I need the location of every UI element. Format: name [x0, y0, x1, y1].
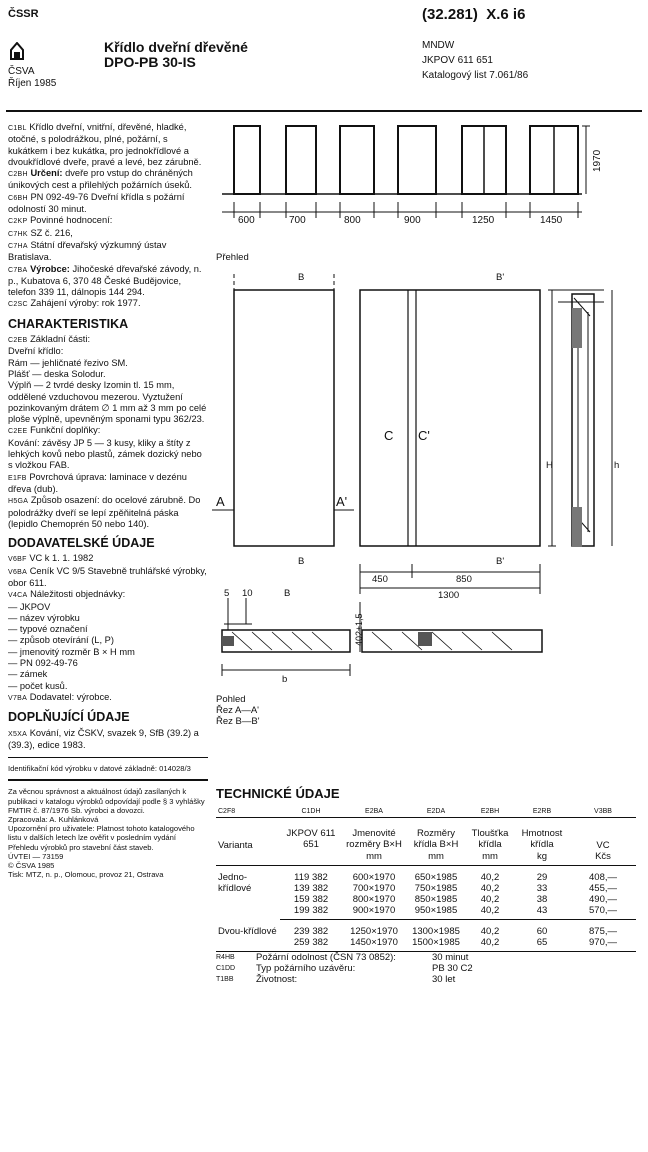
label-B2-top: B'	[496, 272, 505, 283]
left-column: C1BL Křídlo dveřní, vnitřní, dřevěné, hladké, otočné, s polodrážkou, plné, požární, s kukátkem i bez kukátka, pro jednokřídlové a dvoukřídlové dveře, pravé a levé, bez zárubně. C2BH Určení: dveře pro vstup do chráněných únikových cest a přilehlých požárních úseků. C6BH PN 092-49-76 Dveřní křídla s požární odolností 30 minut. C2KP Povinné hodnocení: C7HK SZ č. 216, C7HA Státní dřevařský výzkumný ústav Bratislava. C7BA Výrobce: Jihočeské dřevařské závody, n. p., Kubatova 6, 370 48 České Budějovice, telefon 339 11, dálnopis 144 294. C2SC Zahájení výroby: rok 1977. CHARAKTERISTIKA C2EB Základní části: Dveřní křídlo: Rám — jehličnaté řezivo SM. Plášť — deska Solodur. Výplň — 2 tvrdé desky Izomin tl. 15 mm, oddělené vzduchovou mezerou. Vyztužení pozinkovaným drátem ∅ 1 mm až 3 mm po celé ploše výplně, upevněným sponami typu 362/23. C2EE Funkční doplňky: Kování: závěsy JP 5 — 3 kusy, kliky a štíty z lehkých kovů nebo plastů, zámek dozický nebo s vložkou FAB. E1FB Povrchová úprava: laminace v dezénu dřeva (dub). H5GA Způsob osazení: do ocelové zárubně. Do polodrážky dveří se lepí zpěňitelná páska (lepidlo Chemoprén 50 nebo 140). DODAVATELSKÉ ÚDAJE V6BF VC k 1. 1. 1982 V6BA Ceník VC 9/5 Stavebně truhlářské výrobky, obor 611. V4CA Náležitosti objednávky: — JKPOV — název výrobku — typové označení — způsob otevírání (L, P) — jmenovitý rozměr B × H mm — PN 092-49-76 — zámek — počet kusů. V7BA Dodavatel: výrobce. DOPLŇUJÍCÍ ÚDAJE X5XA Kování, viz ČSKV, svazek 9, SfB (39.2) a (39.3), edice 1983. Identifikační kód výrobku v datové základně: 014028/3 Za věcnou správnost a aktuálnost údajů zasílaných k publikaci v katalogu výrobků odpovídají podle § 3 vyhlášky FMTIR č. 87/1976 Sb. výrobci a dovozci. Zpracovala: A. Kuhlánková Upozornění pro uživatele: Platnost tohoto katalogového listu v dalších letech lze ověřit v posledním vydání Přehledu výrobků pro stavební část staveb. ÚVTEI — 73159 © ČSVA 1985 Tisk: MTZ, n. p., Olomouc, provoz 21, Ostrava	[8, 122, 207, 880]
table-row: 199 382 900×1970 950×1985 40,2 43 570,—	[216, 905, 636, 920]
header-class: (32.281) X.6 i6	[422, 6, 526, 23]
dim-800: 800	[344, 215, 361, 226]
single-leaf-elevation	[234, 290, 334, 546]
label-B-bottom: B	[298, 556, 305, 567]
heading-dodavatelske: DODAVATELSKÉ ÚDAJE	[8, 536, 155, 551]
table-row: Jedno-křídlové 119 382 600×1970 650×1985 40,2 29 408,—	[218, 872, 617, 894]
label-A: A	[216, 494, 225, 509]
label-h: h	[614, 460, 620, 471]
label-C: C	[384, 428, 394, 443]
dim-700: 700	[289, 215, 306, 226]
horizontal-section	[222, 598, 542, 676]
technical-footer	[216, 952, 636, 985]
label-H: H	[546, 460, 553, 471]
table-row: T1BB Životnost: 30 let	[216, 974, 456, 985]
publisher-block: ČSVA Říjen 1985	[8, 66, 57, 89]
document-meta: MNDW JKPOV 611 651 Katalogový list 7.061/86	[422, 40, 529, 81]
table-row: Varianta JKPOV 611 651 Jmenovité rozměry B×H Rozměry křídla B×H Tloušťka křídla Hmotnost křídla VC	[218, 828, 610, 851]
label-rez-a: Řez A—A'	[216, 705, 259, 716]
label-B2-bottom: B'	[496, 556, 505, 567]
table-row: 139 382 700×1970 750×1985 40,2 33 455,—	[293, 883, 617, 894]
dim-402: 402±1,5	[354, 613, 364, 646]
label-pohled: Pohled	[216, 694, 246, 705]
table-row: C2F8 C1DH E2BA E2DA E2BH E2RB V3BB	[216, 808, 636, 818]
header-org: ČSSR	[8, 8, 39, 20]
table-row: R4HB Požární odolnost (ČSN 73 0852): 30 minut	[216, 952, 469, 963]
csva-logo-icon	[10, 42, 24, 60]
technical-drawing	[212, 112, 642, 792]
table-row: 259 382 1450×1970 1500×1985 40,2 65 970,—	[216, 937, 636, 952]
overview-label: Přehled	[216, 252, 249, 263]
document-title: Křídlo dveřní dřevěné DPO-PB 30-IS	[104, 39, 248, 70]
table-row: 159 382 800×1970 850×1985 40,2 38 490,—	[293, 894, 617, 905]
dim-450: 450	[372, 574, 388, 585]
label-B-top: B	[298, 272, 305, 283]
label-rez-b: Řez B—B'	[216, 716, 260, 727]
dim-1450: 1450	[540, 215, 563, 226]
label-b: b	[282, 674, 288, 685]
dim-10: 10	[242, 588, 253, 599]
dim-1970: 1970	[592, 149, 603, 172]
door-elevation-row	[222, 126, 590, 218]
technical-data-heading: TECHNICKÉ ÚDAJE	[216, 786, 340, 801]
dim-5: 5	[224, 588, 230, 599]
table-row: mm mm mm kg Kčs	[216, 851, 636, 866]
dim-1250: 1250	[472, 215, 495, 226]
label-section-B: B	[284, 588, 291, 599]
heading-charakteristika: CHARAKTERISTIKA	[8, 316, 129, 331]
technical-data-table	[216, 808, 636, 952]
double-leaf-elevation	[360, 290, 540, 546]
dim-1300: 1300	[438, 590, 460, 601]
dim-600: 600	[238, 215, 255, 226]
dim-850: 850	[456, 574, 472, 585]
table-row: Dvou-křídlové 239 382 1250×1970 1300×1985 40,2 60 875,—	[216, 920, 636, 938]
heading-doplnujici: DOPLŇUJÍCÍ ÚDAJE	[8, 710, 130, 725]
label-A2: A'	[336, 494, 348, 509]
table-row: C1DD Typ požárního uzávěru: PB 30 C2	[216, 963, 473, 974]
dim-900: 900	[404, 215, 421, 226]
label-C2: C'	[418, 428, 430, 443]
